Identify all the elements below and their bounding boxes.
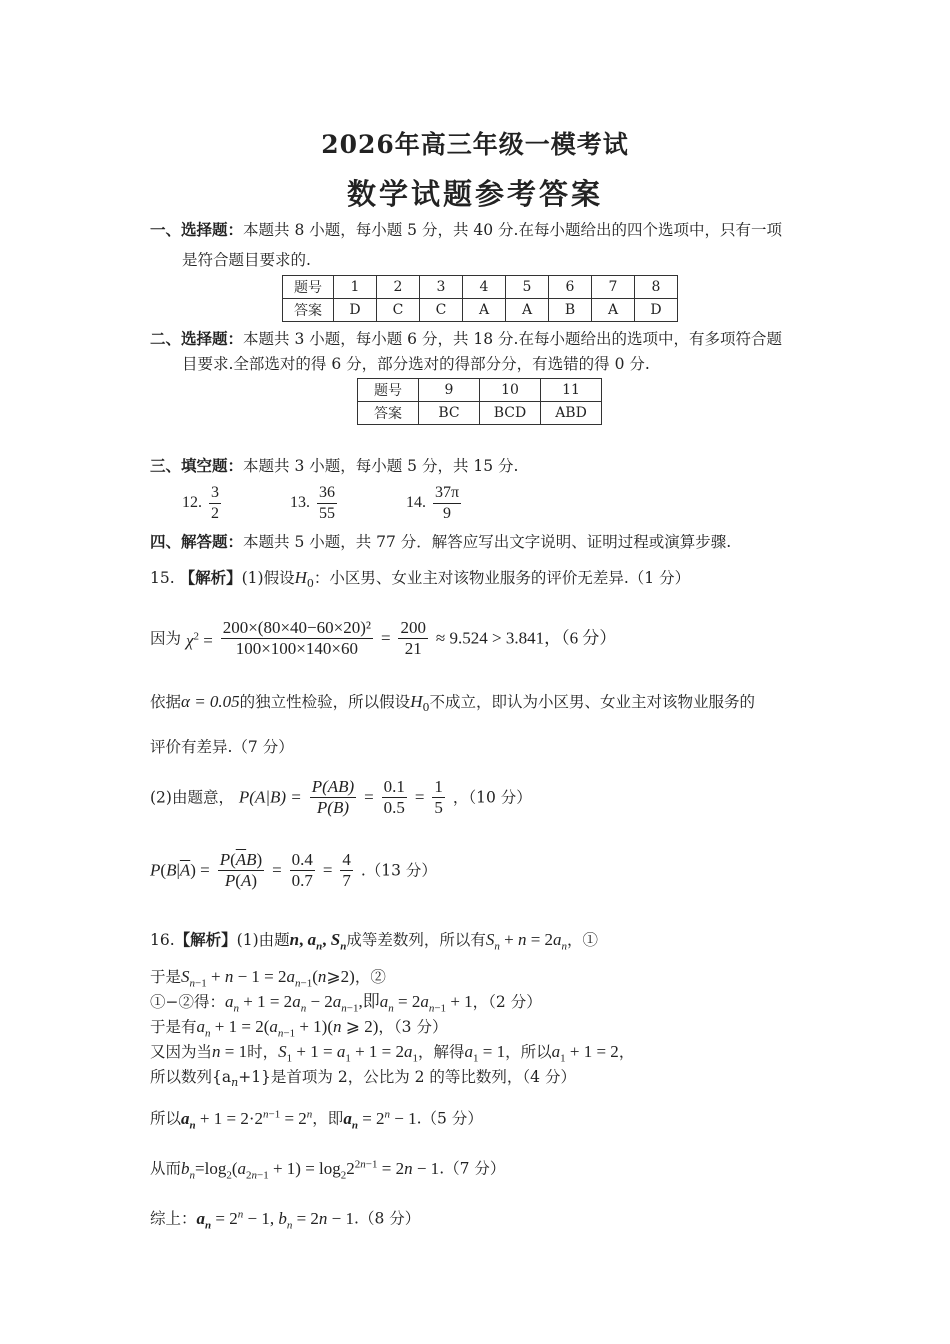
text: +1}是首项为 2，公比为 2 的等比数列，（4 分） — [238, 1068, 576, 1086]
section4-head: 四、解答题： — [150, 532, 244, 551]
table-cell: 9 — [419, 379, 480, 402]
question-number: 16. — [150, 931, 175, 949]
text: 从而 — [150, 1159, 182, 1178]
table-cell: ABD — [541, 402, 602, 425]
q16-line7: 所以$a_n + 1 = 2\cdot 2^{n-1} = 2^n$，即$a_n = 2^n - 1.(5$ 分） — [150, 1108, 483, 1132]
fraction — [221, 618, 373, 659]
section1-answer-table — [282, 275, 678, 322]
table-cell: 题号 — [283, 276, 334, 299]
q16-line4: 于是有$a_n + 1 = 2(a_{n-1} + 1)(n$ ⩾ 2)，（3 分） — [150, 1017, 448, 1040]
denominator: 9 — [443, 505, 452, 522]
text: 又因为当 — [150, 1043, 213, 1061]
q15-line3: 依据α = 0.05的独立性检验，所以假设$H_0$不成立，即认为小区男、女业主对该物业服务的 — [150, 692, 755, 715]
numerator: 200×(80×40−60×20)² — [222, 618, 371, 637]
fill-answers — [182, 483, 464, 524]
text: ，（3 分） — [378, 1018, 448, 1036]
fraction — [209, 483, 221, 524]
numerator: 200 — [400, 618, 426, 637]
table-cell: BCD — [480, 402, 541, 425]
text: .（8 分） — [354, 1209, 421, 1228]
page-subtitle: 数学试题参考答案 — [346, 177, 603, 211]
table-cell: 10 — [480, 379, 541, 402]
text: ①−②得： — [150, 993, 225, 1011]
text: ，① — [567, 931, 599, 949]
denominator: P(B) — [316, 798, 349, 817]
table-cell: 3 — [420, 276, 463, 299]
text: ，所以 — [505, 1043, 552, 1061]
fraction — [433, 483, 461, 524]
table-row — [358, 379, 602, 402]
text: 所以数列{a — [150, 1068, 232, 1086]
fraction — [317, 483, 337, 524]
table-cell: 6 — [549, 276, 592, 299]
denominator: 2 — [211, 505, 219, 522]
text: (2)由题意， — [150, 788, 234, 807]
section2-desc — [150, 327, 782, 351]
table-cell: 7 — [592, 276, 635, 299]
q16-line1: 16.【解析】(1)由题n, $a_n$, $S_n$成等差数列，所以有$S_n + n = 2a_n$，① — [150, 930, 599, 953]
denominator: 0.5 — [383, 798, 405, 817]
numerator: 0.4 — [291, 850, 313, 869]
table-cell: 5 — [506, 276, 549, 299]
table-cell: 题号 — [358, 379, 419, 402]
fraction — [382, 777, 407, 818]
denominator: 21 — [404, 639, 422, 658]
table-cell: 8 — [635, 276, 678, 299]
section4-desc-text: 本题共 5 小题，共 77 分．解答应写出文字说明、证明过程或演算步骤. — [243, 533, 732, 551]
text: 于是 — [150, 968, 182, 986]
fraction: $\frac{P(\overline{A}B)}{P(\overline{A})}$ — [219, 850, 263, 890]
table-cell: BC — [419, 402, 480, 425]
text: ，（10 分） — [452, 788, 532, 807]
q16-line2: 于是$S_{n-1} + n - 1$ = $2a_{n-1}(n⩾2)$，② — [150, 967, 386, 990]
table-cell: C — [420, 299, 463, 322]
table-row — [283, 299, 678, 322]
numerator: 37π — [433, 483, 461, 504]
fill-label: 12. — [182, 494, 202, 512]
denominator: 5 — [434, 798, 443, 817]
q16-line9: 综上：$a_n = 2^n - 1$, $b_n = 2n - 1.(8$ 分） — [150, 1208, 421, 1232]
text: 成等差数列，所以有 — [346, 931, 486, 949]
table-cell: 11 — [541, 379, 602, 402]
q15-chi-square: 因为 $\chi^2$ = $\frac{\text{200×(80×40−60×20)²}}{100\times 100\times 140\times 60}$ = $\frac{200}{21}$ ≈ 9.524 > 3.841，（6 分） — [150, 618, 617, 658]
table-cell: A — [592, 299, 635, 322]
text: 所以 — [150, 1109, 182, 1128]
section4-desc — [150, 530, 731, 554]
section2-head: 二、选择题： — [150, 329, 244, 348]
text: .（13 分） — [360, 861, 437, 880]
denominator: 0.7 — [291, 871, 313, 890]
denominator: 55 — [319, 505, 335, 522]
fraction — [340, 850, 353, 891]
table-cell: B — [549, 299, 592, 322]
section1-desc1: 本题共 8 小题，每小题 5 分，共 40 分.在每小题给出的四个选项中，只有一项 — [243, 221, 782, 239]
text: ，（2 分） — [472, 993, 542, 1011]
section1-head: 一、选择题： — [150, 220, 244, 239]
fraction — [310, 777, 356, 818]
table-cell: C — [377, 299, 420, 322]
section2-desc1: 本题共 3 小题，每小题 6 分，共 18 分.在每小题给出的选项中，有多项符合题 — [243, 330, 782, 348]
text: .（5 分） — [416, 1109, 483, 1128]
numerator: 3 — [209, 483, 221, 504]
table-cell: 答案 — [358, 402, 419, 425]
numerator: 4 — [342, 850, 351, 869]
section2-answer-table — [357, 378, 602, 425]
q15-line1: 15. 【解析】(1)假设$H_0$：小区男、女业主对该物业服务的评价无差异.（1 分） — [150, 568, 691, 591]
denominator: 100×100×140×60 — [235, 639, 358, 658]
table-cell: D — [334, 299, 377, 322]
text: (1)由题 — [236, 931, 290, 949]
fill-answer-12 — [182, 483, 286, 524]
table-cell: 答案 — [283, 299, 334, 322]
question-number: 15. — [150, 569, 175, 587]
denominator: 7 — [342, 871, 351, 890]
table-row — [283, 276, 678, 299]
table-cell: A — [506, 299, 549, 322]
q16-line8: 从而$b_n=\log_2(a_{2n-1} + 1) = \log_22^{2n-1} = 2n - 1.(7$ 分） — [150, 1158, 506, 1182]
text: 时， — [247, 1043, 279, 1061]
q16-line6: 所以数列$\{a_n+1\}$是首项为 2，公比为 2 的等比数列，（4 分） — [150, 1068, 576, 1090]
table-cell: 2 — [377, 276, 420, 299]
section2-desc2: 目要求.全部选对的得 6 分，部分选对的得部分分，有选错的得 0 分. — [182, 355, 650, 373]
text: 于是有 — [150, 1018, 197, 1036]
text: .（7 分） — [439, 1159, 506, 1178]
q16-line3: ①−②得：$a_n + 1 = 2a_n - 2a_{n-1}$,即$a_n = 2a_{n-1} + 1$，（2 分） — [150, 992, 542, 1015]
text: ，即 — [312, 1109, 344, 1128]
text: 依据 — [150, 693, 182, 711]
q15-line4: 评价有差异.（7 分） — [150, 738, 294, 756]
fill-label: 14. — [406, 494, 426, 512]
section3-desc-text: 本题共 3 小题，每小题 5 分，共 15 分. — [243, 457, 519, 475]
table-cell: D — [635, 299, 678, 322]
fill-answer-14 — [406, 483, 464, 524]
table-cell: 4 — [463, 276, 506, 299]
text: ，解得 — [418, 1043, 465, 1061]
numerator: 0.1 — [383, 777, 405, 796]
analysis-tag: 【解析】 — [174, 930, 237, 949]
q15-part2-b: $P(B|\overline{A})$ = $\frac{P(\overline{A}B)}{P(\overline{A})}$ = $\frac{0.4}{0.7}$ = $\frac{4}{7}$ .（13 分） — [150, 850, 437, 890]
text: 不成立，即认为小区男、女业主对该物业服务的 — [429, 693, 755, 711]
table-cell: 1 — [334, 276, 377, 299]
table-row — [358, 402, 602, 425]
fill-answer-13 — [290, 483, 402, 524]
section3-desc — [150, 454, 518, 478]
section1-desc2: 是符合题目要求的. — [182, 251, 311, 269]
numerator: 36 — [317, 483, 337, 504]
page-title: 2026年高三年级一模考试 — [321, 130, 629, 159]
text: 综上： — [150, 1209, 197, 1228]
math-expr: P(A|B) = — [238, 787, 302, 807]
analysis-tag: 【解析】 — [179, 568, 242, 587]
text: 的独立性检验，所以假设 — [239, 693, 411, 711]
q16-line5: 又因为当n = 1时，$S_1 + 1 = a_1 + 1 = 2a_1$，解得$a_1 = 1$，所以$a_1 + 1 = 2$， — [150, 1042, 635, 1065]
text: ：小区男、女业主对该物业服务的评价无差异.（1 分） — [313, 569, 691, 587]
numerator: 1 — [434, 777, 443, 796]
section1-desc — [150, 218, 782, 242]
table-cell: A — [463, 299, 506, 322]
fraction — [398, 618, 428, 659]
fill-label: 13. — [290, 494, 310, 512]
fraction — [290, 850, 315, 891]
text: ≈ 9.524 > 3.841，（6 分） — [435, 628, 617, 648]
math-symbol: H — [294, 568, 307, 587]
numerator: P(AB) — [311, 777, 355, 796]
q15-part2: (2)由题意， P(A|B) = $\frac{P(AB)}{P(B)}$ = $\frac{0.1}{0.5}$ = $\frac{1}{5}$ ，（10 分） — [150, 777, 532, 817]
fraction — [432, 777, 445, 818]
section3-head: 三、填空题： — [150, 456, 244, 475]
text: ，② — [354, 968, 386, 986]
text: 因为 — [150, 629, 182, 648]
math-expr: α = 0.05 — [181, 692, 240, 711]
text: (1)假设 — [241, 569, 295, 587]
